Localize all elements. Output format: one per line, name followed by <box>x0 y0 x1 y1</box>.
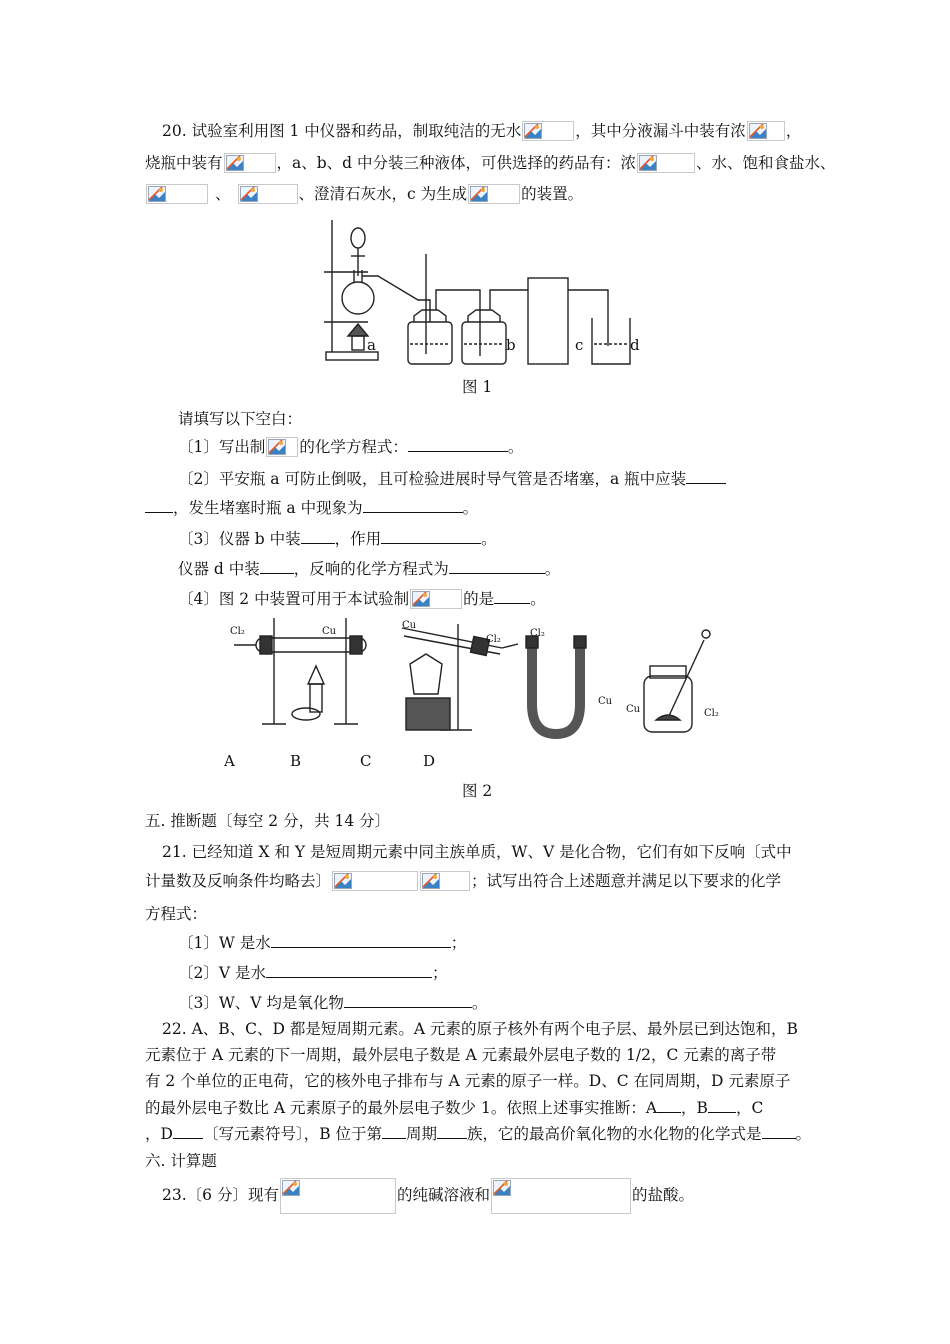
broken-image-icon <box>332 871 418 891</box>
q20-text: 。 <box>507 438 524 456</box>
device-c <box>528 278 568 364</box>
fig2-chem-label: Cu <box>598 696 613 707</box>
q22-line2: 元素位于 A 元素的下一周期，最外层电子数是 A 元素最外层电子数的 1/2，C 元素的离子带 <box>145 1046 777 1064</box>
fig2-chem-label: Cl₂ <box>704 708 719 719</box>
section-6-title: 六. 计算题 <box>145 1152 217 1170</box>
q22-text: 的最外层电子数比 A 元素原子的最外层电子数少 1。依照上述事实推断：A <box>145 1099 658 1117</box>
broken-image-icon <box>410 589 462 609</box>
answer-blank[interactable] <box>708 1096 736 1113</box>
q22-text: ，D <box>145 1125 173 1143</box>
q23-text: 的纯碱溶液和 <box>396 1186 490 1204</box>
broken-image-icon <box>637 153 695 173</box>
fig2-label-d: D <box>423 752 436 770</box>
q22-text: 族，它的最高价氧化物的水化物的化学式是 <box>467 1125 762 1143</box>
fig2-chem-label: Cl₂ <box>530 628 545 639</box>
fig1-label-b: b <box>506 336 516 354</box>
q20-text: ，其中分液漏斗中装有浓 <box>575 122 746 140</box>
fig2-label-c: C <box>360 752 372 770</box>
broken-image-icon <box>280 1178 396 1214</box>
figure-1-caption: 图 1 <box>462 378 493 396</box>
broken-image-icon <box>420 871 470 891</box>
q20-text: 、澄清石灰水，c 为生成 <box>298 185 468 203</box>
fig2-label-a: A <box>224 752 235 770</box>
fig2-chem-label: Cl₂ <box>230 626 245 637</box>
broken-image-icon <box>238 184 298 204</box>
q20-text: 烧瓶中装有 <box>145 154 223 172</box>
q21-text: 。 <box>471 994 488 1012</box>
q21-text: 〔1〕W 是水 <box>178 934 271 952</box>
q21-line2 <box>145 870 781 892</box>
q20-text: 。 <box>481 530 497 548</box>
answer-blank[interactable] <box>762 1122 796 1139</box>
answer-blank[interactable] <box>173 1122 203 1139</box>
apparatus-c <box>526 636 586 734</box>
answer-blank[interactable] <box>657 1096 681 1113</box>
beaker-d <box>592 318 630 364</box>
fig1-label-d: d <box>630 336 640 354</box>
fig1-label-c: c <box>575 336 584 354</box>
q22-text: 周期 <box>406 1125 438 1143</box>
q22-line1: 22. A、B、C、D 都是短周期元素。A 元素的原子核外有两个电子层、最外层已到达饱和，B <box>162 1020 798 1038</box>
broken-image-icon <box>146 184 208 204</box>
q20-text: 仪器 d 中装 <box>178 560 260 578</box>
answer-blank[interactable] <box>408 435 508 452</box>
apparatus-a <box>234 618 366 724</box>
q21-text: 计量数及反响条件均略去〕 <box>145 872 332 890</box>
q21-text: 〔2〕V 是水 <box>178 964 266 982</box>
q21-line1: 21. 已经知道 X 和 Y 是短周期元素中同主族单质，W、V 是化合物，它们有如下反响〔式中 <box>162 843 792 861</box>
q21-sub2 <box>178 961 448 984</box>
fill-intro: 请填写以下空白： <box>178 410 303 428</box>
q20-text: 。 <box>544 560 561 578</box>
q20-text: ，a、b、d 中分装三种液体，可供选择的药品有：浓 <box>276 154 637 172</box>
answer-blank[interactable] <box>686 467 726 484</box>
q21-sub1 <box>178 931 466 954</box>
q20-text: 。 <box>530 590 546 608</box>
q22-text: 〔写元素符号〕，B 位于第 <box>202 1125 383 1143</box>
answer-blank[interactable] <box>260 557 294 574</box>
fig1-label-a: a <box>367 336 376 354</box>
q22-text: ，B <box>681 1099 708 1117</box>
q20-text: ，反响的化学方程式为 <box>293 560 449 578</box>
broken-image-icon <box>468 184 520 204</box>
answer-blank[interactable] <box>437 1122 467 1139</box>
q21-text: ； <box>450 934 467 952</box>
q21-sub3 <box>178 991 487 1014</box>
q20-text: 〔4〕图 2 中装置可用于本试验制 <box>178 590 410 608</box>
q20-sub4 <box>178 587 546 610</box>
figure-2-apparatus <box>226 614 726 744</box>
answer-blank[interactable] <box>344 991 472 1008</box>
q21-text: ；试写出符合上述题意并满足以下要求的化学 <box>471 872 782 890</box>
q20-sub3 <box>178 527 497 550</box>
q23-line <box>162 1178 694 1214</box>
bottle-b <box>468 310 500 322</box>
q20-text: ，作用 <box>334 530 382 548</box>
answer-blank[interactable] <box>494 587 530 604</box>
q20-sub3-cont <box>178 557 560 580</box>
q20-text: 20. 试验室利用图 1 中仪器和药品，制取纯洁的无水 <box>162 122 522 140</box>
q22-line5 <box>145 1122 811 1145</box>
q20-text: 的装置。 <box>521 185 584 203</box>
q20-sub2 <box>178 467 726 490</box>
fig2-label-b: B <box>290 752 302 770</box>
broken-image-icon <box>224 153 276 173</box>
round-flask <box>342 282 374 314</box>
q20-text: 〔2〕平安瓶 a 可防止倒吸，且可检验进展时导气管是否堵塞，a 瓶中应装 <box>178 470 687 488</box>
broken-image-icon <box>522 121 574 141</box>
answer-blank[interactable] <box>266 961 432 978</box>
q23-text: 23.〔6 分〕现有 <box>162 1186 279 1204</box>
separatory-funnel <box>351 228 365 248</box>
fig2-chem-label: Cl₂ <box>486 634 501 645</box>
broken-image-icon <box>266 437 298 457</box>
answer-blank[interactable] <box>381 527 481 544</box>
answer-blank[interactable] <box>382 1122 406 1139</box>
answer-blank[interactable] <box>449 557 545 574</box>
q22-line3: 有 2 个单位的正电荷，它的核外电子排布与 A 元素的原子一样。D、C 在同周期，D 元素原子 <box>145 1072 791 1090</box>
q20-sub1 <box>178 435 523 458</box>
apparatus-d <box>644 630 710 732</box>
q20-text: 、 <box>215 185 231 203</box>
broken-image-icon <box>747 121 785 141</box>
q20-sub2-cont <box>145 496 478 519</box>
answer-blank[interactable] <box>145 496 173 513</box>
broken-image-icon <box>491 1178 631 1214</box>
q20-text: 〔1〕写出制 <box>178 438 266 456</box>
q20-line1 <box>162 120 801 142</box>
q20-line3 <box>145 183 583 205</box>
section-5-title: 五. 推断题〔每空 2 分，共 14 分〕 <box>145 812 391 830</box>
q22-text: ，C <box>735 1099 764 1117</box>
q21-line3: 方程式： <box>145 905 208 923</box>
q20-text: 的是 <box>463 590 495 608</box>
q20-text: ，发生堵塞时瓶 a 中现象为 <box>173 499 363 517</box>
q21-text: ； <box>431 964 448 982</box>
answer-blank[interactable] <box>363 496 463 513</box>
q20-text: 。 <box>462 499 479 517</box>
fig2-chem-label: Cu <box>626 704 641 715</box>
q20-line2 <box>145 152 836 174</box>
q21-text: 〔3〕W、V 均是氧化物 <box>178 994 344 1012</box>
answer-blank[interactable] <box>271 931 451 948</box>
figure-2-caption: 图 2 <box>462 782 493 800</box>
q23-text: 的盐酸。 <box>631 1186 694 1204</box>
q22-line4 <box>145 1096 763 1119</box>
q22-text: 。 <box>795 1125 812 1143</box>
q20-text: 的化学方程式： <box>299 438 408 456</box>
answer-blank[interactable] <box>301 527 335 544</box>
q20-text: 、水、饱和食盐水、 <box>696 154 836 172</box>
fig2-chem-label: Cu <box>322 626 337 637</box>
fig2-chem-label: Cu <box>402 620 417 631</box>
q20-text: 〔3〕仪器 b 中装 <box>178 530 301 548</box>
q20-text: ， <box>785 122 802 140</box>
